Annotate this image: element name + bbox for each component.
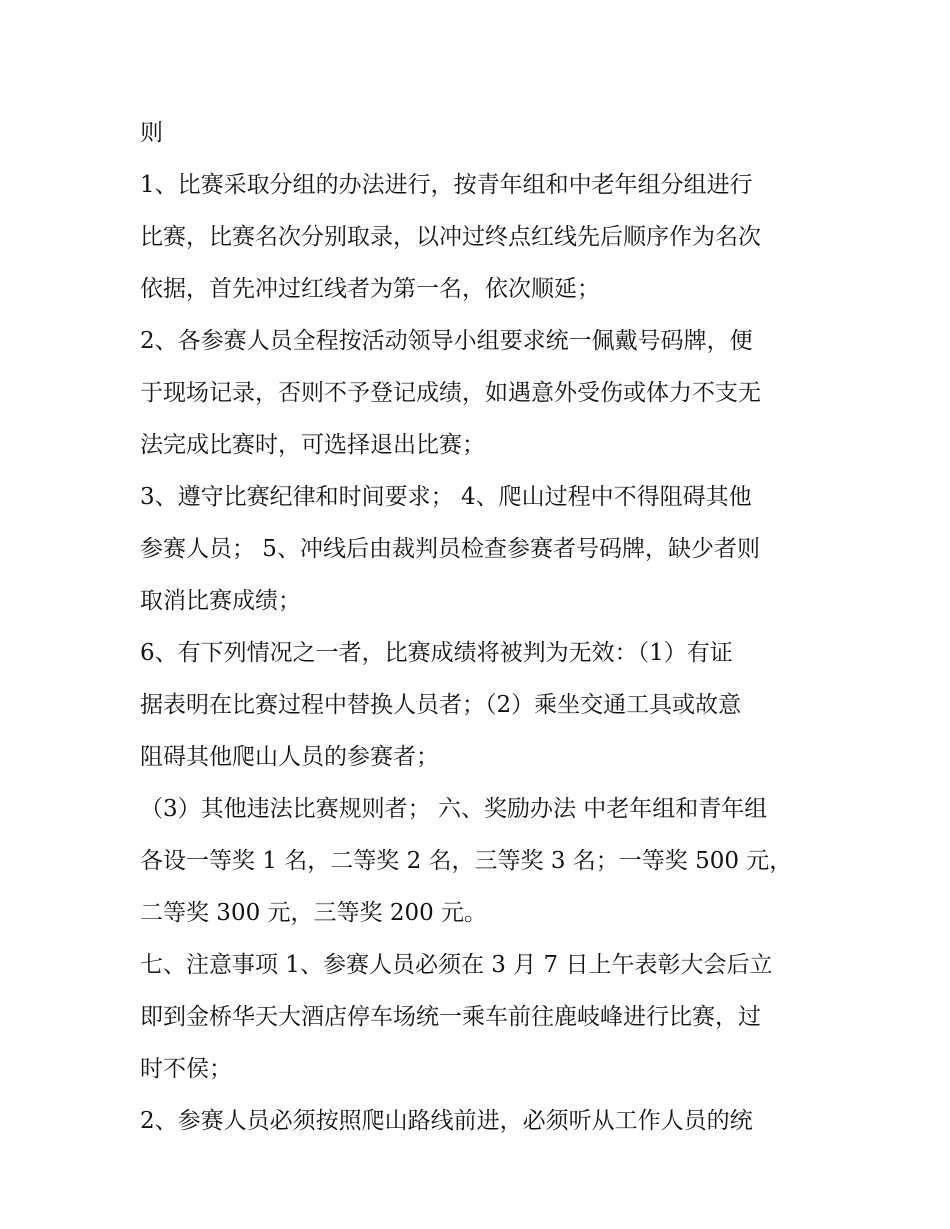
text-line: 取消比赛成绩； — [140, 588, 301, 614]
text-line: 则 — [140, 120, 163, 146]
text-line: 各设一等奖 1 名，二等奖 2 名，三等奖 3 名；一等奖 500 元， — [140, 848, 793, 874]
text-line: 1、比赛采取分组的办法进行，按青年组和中老年组分组进行 — [140, 172, 753, 198]
text-line: 即到金桥华天大酒店停车场统一乘车前往鹿岐峰进行比赛，过 — [140, 1004, 761, 1030]
text-line: 参赛人员； 5、冲线后由裁判员检查参赛者号码牌，缺少者则 — [140, 536, 760, 562]
text-line: 时不侯； — [140, 1056, 232, 1082]
text-line: （3）其他违法比赛规则者； 六、奖励办法 中老年组和青年组 — [140, 796, 768, 822]
text-line: 法完成比赛时，可选择退出比赛； — [140, 432, 485, 458]
text-line: 七、注意事项 1、参赛人员必须在 3 月 7 日上午表彰大会后立 — [140, 952, 773, 978]
text-line: 据表明在比赛过程中替换人员者；（2）乘坐交通工具或故意 — [140, 692, 742, 718]
text-line: 依据，首先冲过红线者为第一名，依次顺延； — [140, 276, 600, 302]
text-line: 二等奖 300 元，三等奖 200 元。 — [140, 900, 488, 926]
text-line: 2、参赛人员必须按照爬山路线前进，必须听从工作人员的统 — [140, 1108, 753, 1134]
body-text — [140, 107, 830, 1147]
text-line: 6、有下列情况之一者，比赛成绩将被判为无效：（1）有证 — [140, 640, 733, 666]
text-line: 比赛，比赛名次分别取录，以冲过终点红线先后顺序作为名次 — [140, 224, 761, 250]
text-line: 3、遵守比赛纪律和时间要求； 4、爬山过程中不得阻碍其他 — [140, 484, 752, 510]
text-line: 于现场记录，否则不予登记成绩，如遇意外受伤或体力不支无 — [140, 380, 761, 406]
text-line: 阻碍其他爬山人员的参赛者； — [140, 744, 439, 770]
text-line: 2、各参赛人员全程按活动领导小组要求统一佩戴号码牌，便 — [140, 328, 753, 354]
